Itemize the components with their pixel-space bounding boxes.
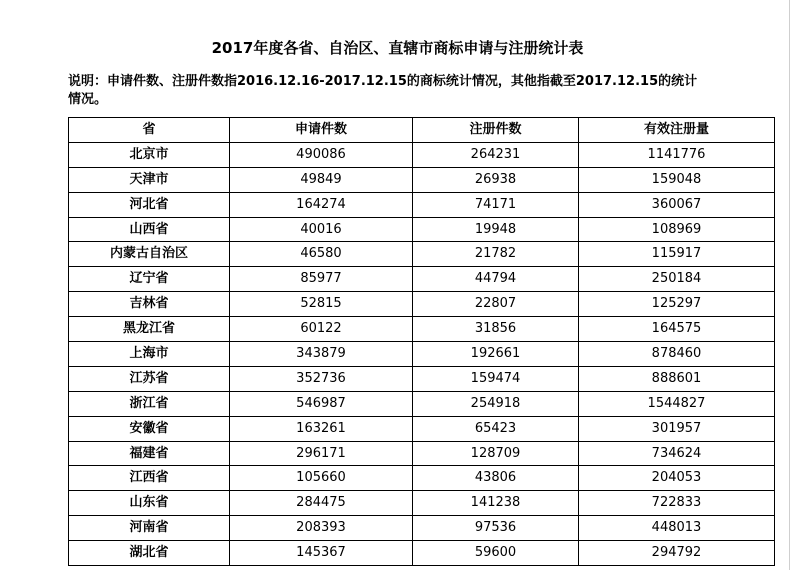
cell-valid-registrations: 1141776	[579, 142, 775, 167]
cell-province: 黑龙江省	[69, 317, 230, 342]
cell-valid-registrations: 159048	[579, 167, 775, 192]
table-row	[69, 491, 775, 516]
table-row	[69, 192, 775, 217]
cell-applications: 284475	[230, 491, 413, 516]
cell-province: 北京市	[69, 142, 230, 167]
cell-applications: 490086	[230, 142, 413, 167]
table-row	[69, 391, 775, 416]
cell-valid-registrations: 878460	[579, 342, 775, 367]
cell-applications: 46580	[230, 242, 413, 267]
cell-province: 内蒙古自治区	[69, 242, 230, 267]
table-body	[69, 142, 775, 565]
cell-province: 辽宁省	[69, 267, 230, 292]
cell-valid-registrations: 294792	[579, 541, 775, 566]
cell-applications: 208393	[230, 516, 413, 541]
cell-province: 江西省	[69, 466, 230, 491]
statistics-table	[68, 117, 775, 566]
cell-valid-registrations: 250184	[579, 267, 775, 292]
cell-valid-registrations: 722833	[579, 491, 775, 516]
cell-valid-registrations: 164575	[579, 317, 775, 342]
cell-applications: 164274	[230, 192, 413, 217]
cell-applications: 40016	[230, 217, 413, 242]
table-row	[69, 242, 775, 267]
cell-registrations: 159474	[413, 366, 579, 391]
table-row	[69, 416, 775, 441]
cell-registrations: 65423	[413, 416, 579, 441]
table-row	[69, 317, 775, 342]
cell-registrations: 31856	[413, 317, 579, 342]
table-row	[69, 516, 775, 541]
cell-registrations: 192661	[413, 342, 579, 367]
cell-province: 吉林省	[69, 292, 230, 317]
cell-province: 江苏省	[69, 366, 230, 391]
cell-registrations: 22807	[413, 292, 579, 317]
cell-registrations: 254918	[413, 391, 579, 416]
table-row	[69, 142, 775, 167]
cell-registrations: 74171	[413, 192, 579, 217]
cell-applications: 343879	[230, 342, 413, 367]
table-row	[69, 267, 775, 292]
document-note: 说明：申请件数、注册件数指2016.12.16-2017.12.15的商标统计情况，其他指截至2017.12.15的统计情况。	[68, 74, 698, 107]
cell-registrations: 59600	[413, 541, 579, 566]
cell-province: 山西省	[69, 217, 230, 242]
cell-valid-registrations: 360067	[579, 192, 775, 217]
cell-applications: 296171	[230, 441, 413, 466]
cell-valid-registrations: 448013	[579, 516, 775, 541]
cell-valid-registrations: 301957	[579, 416, 775, 441]
cell-valid-registrations: 888601	[579, 366, 775, 391]
cell-registrations: 21782	[413, 242, 579, 267]
cell-province: 天津市	[69, 167, 230, 192]
cell-applications: 60122	[230, 317, 413, 342]
cell-valid-registrations: 115917	[579, 242, 775, 267]
table-row	[69, 466, 775, 491]
cell-applications: 145367	[230, 541, 413, 566]
cell-valid-registrations: 108969	[579, 217, 775, 242]
cell-applications: 85977	[230, 267, 413, 292]
header-province: 省	[69, 118, 230, 143]
cell-province: 湖北省	[69, 541, 230, 566]
table-row	[69, 217, 775, 242]
cell-valid-registrations: 1544827	[579, 391, 775, 416]
cell-applications: 105660	[230, 466, 413, 491]
cell-valid-registrations: 734624	[579, 441, 775, 466]
table-row	[69, 292, 775, 317]
table-row	[69, 366, 775, 391]
cell-province: 浙江省	[69, 391, 230, 416]
table-row	[69, 342, 775, 367]
document-title: 2017年度各省、自治区、直辖市商标申请与注册统计表	[211, 39, 584, 57]
cell-registrations: 19948	[413, 217, 579, 242]
cell-registrations: 44794	[413, 267, 579, 292]
cell-province: 山东省	[69, 491, 230, 516]
page-edge-divider	[789, 0, 790, 570]
cell-registrations: 264231	[413, 142, 579, 167]
cell-province: 河南省	[69, 516, 230, 541]
cell-province: 河北省	[69, 192, 230, 217]
cell-registrations: 26938	[413, 167, 579, 192]
table-row	[69, 167, 775, 192]
cell-applications: 546987	[230, 391, 413, 416]
table-row	[69, 441, 775, 466]
cell-applications: 163261	[230, 416, 413, 441]
table-row	[69, 541, 775, 566]
cell-province: 福建省	[69, 441, 230, 466]
cell-valid-registrations: 204053	[579, 466, 775, 491]
cell-province: 上海市	[69, 342, 230, 367]
cell-registrations: 97536	[413, 516, 579, 541]
header-valid-registrations: 有效注册量	[579, 118, 775, 143]
cell-province: 安徽省	[69, 416, 230, 441]
cell-applications: 52815	[230, 292, 413, 317]
cell-registrations: 128709	[413, 441, 579, 466]
cell-applications: 352736	[230, 366, 413, 391]
cell-registrations: 43806	[413, 466, 579, 491]
header-applications: 申请件数	[230, 118, 413, 143]
cell-applications: 49849	[230, 167, 413, 192]
cell-registrations: 141238	[413, 491, 579, 516]
cell-valid-registrations: 125297	[579, 292, 775, 317]
table-header-row	[69, 118, 775, 143]
header-registrations: 注册件数	[413, 118, 579, 143]
